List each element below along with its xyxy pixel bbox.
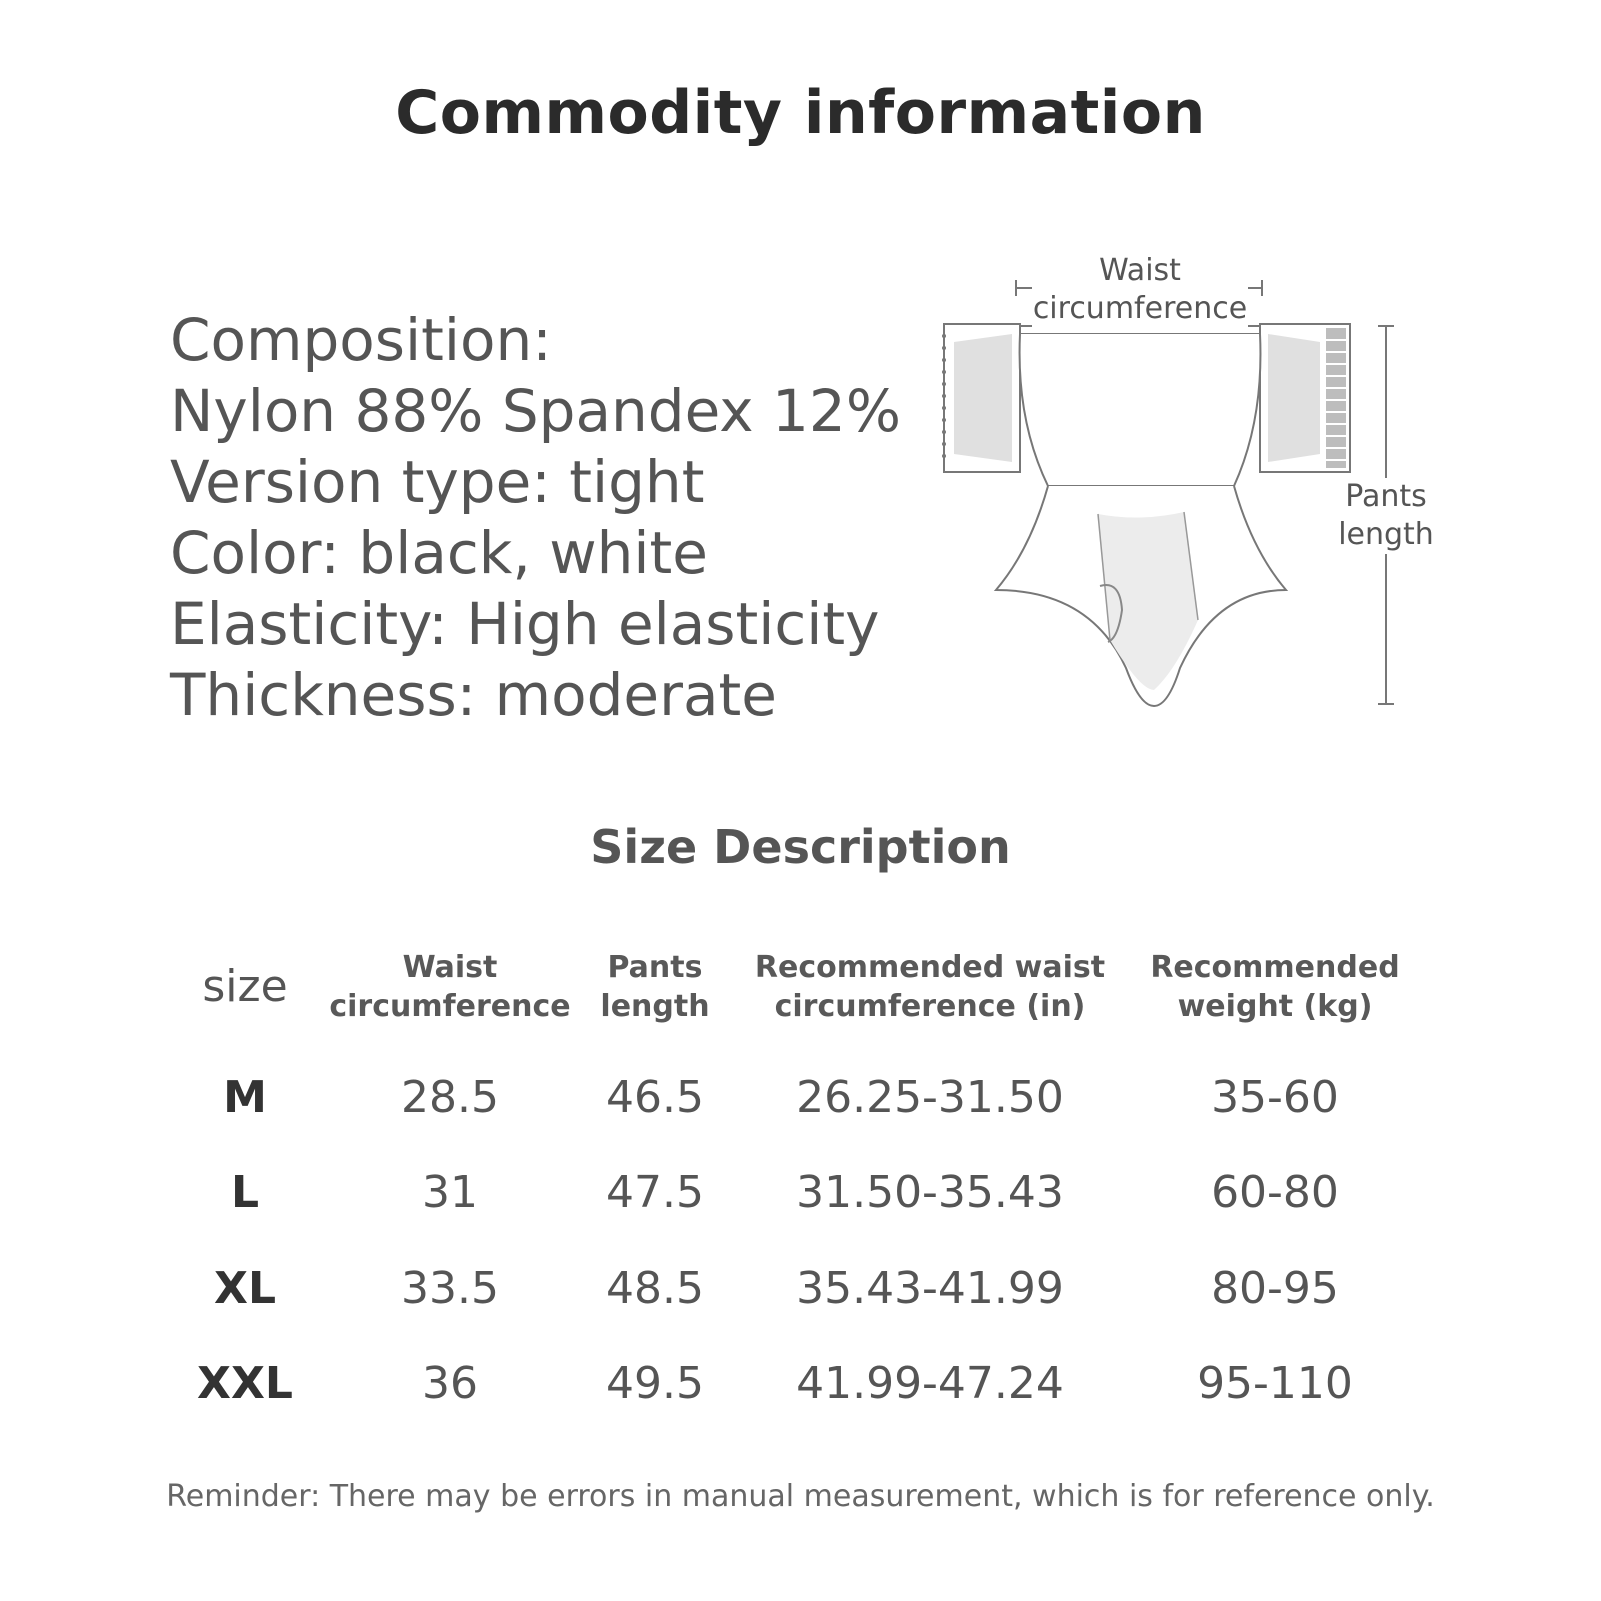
size-description-title: Size Description: [590, 820, 1011, 874]
header-waist: Waist circumference: [329, 950, 571, 1024]
spec-color: Color: black, white: [170, 519, 708, 587]
row-rec-weight: 60-80: [1211, 1167, 1339, 1218]
row-size: XXL: [197, 1358, 293, 1409]
row-length: 49.5: [606, 1358, 704, 1409]
spec-elasticity: Elasticity: High elasticity: [170, 590, 880, 658]
row-size: XL: [214, 1263, 276, 1314]
row-length: 46.5: [606, 1072, 704, 1123]
header-size: size: [202, 961, 288, 1012]
row-rec-weight: 95-110: [1197, 1358, 1353, 1409]
row-waist: 31: [422, 1167, 478, 1218]
waist-circumference-label: Waist circumference: [1032, 253, 1248, 326]
spec-material: Nylon 88% Spandex 12%: [170, 377, 901, 445]
header-length: Pants length: [600, 950, 710, 1024]
row-rec-waist: 35.43-41.99: [796, 1263, 1064, 1314]
header-rec-weight: Recommended weight (kg): [1150, 950, 1400, 1024]
row-size: M: [223, 1072, 267, 1123]
row-length: 48.5: [606, 1263, 704, 1314]
spec-thickness: Thickness: moderate: [170, 661, 777, 729]
row-rec-weight: 80-95: [1211, 1263, 1339, 1314]
composition-list: [170, 305, 901, 731]
row-rec-waist: 41.99-47.24: [796, 1358, 1064, 1409]
row-rec-waist: 26.25-31.50: [796, 1072, 1064, 1123]
row-rec-waist: 31.50-35.43: [796, 1167, 1064, 1218]
row-length: 47.5: [606, 1167, 704, 1218]
row-rec-weight: 35-60: [1211, 1072, 1339, 1123]
row-waist: 36: [422, 1358, 478, 1409]
row-size: L: [230, 1167, 260, 1218]
garment-diagram: [940, 250, 1480, 730]
spec-composition-label: Composition:: [170, 306, 552, 374]
spec-version-type: Version type: tight: [170, 448, 705, 516]
row-waist: 28.5: [401, 1072, 499, 1123]
pants-length-label: Pants length: [1332, 478, 1440, 554]
page-title: Commodity information: [395, 78, 1206, 148]
row-waist: 33.5: [401, 1263, 499, 1314]
reminder-note: Reminder: There may be errors in manual measurement, which is for reference only.: [166, 1479, 1435, 1514]
header-rec-waist: Recommended waist circumference (in): [754, 950, 1106, 1024]
